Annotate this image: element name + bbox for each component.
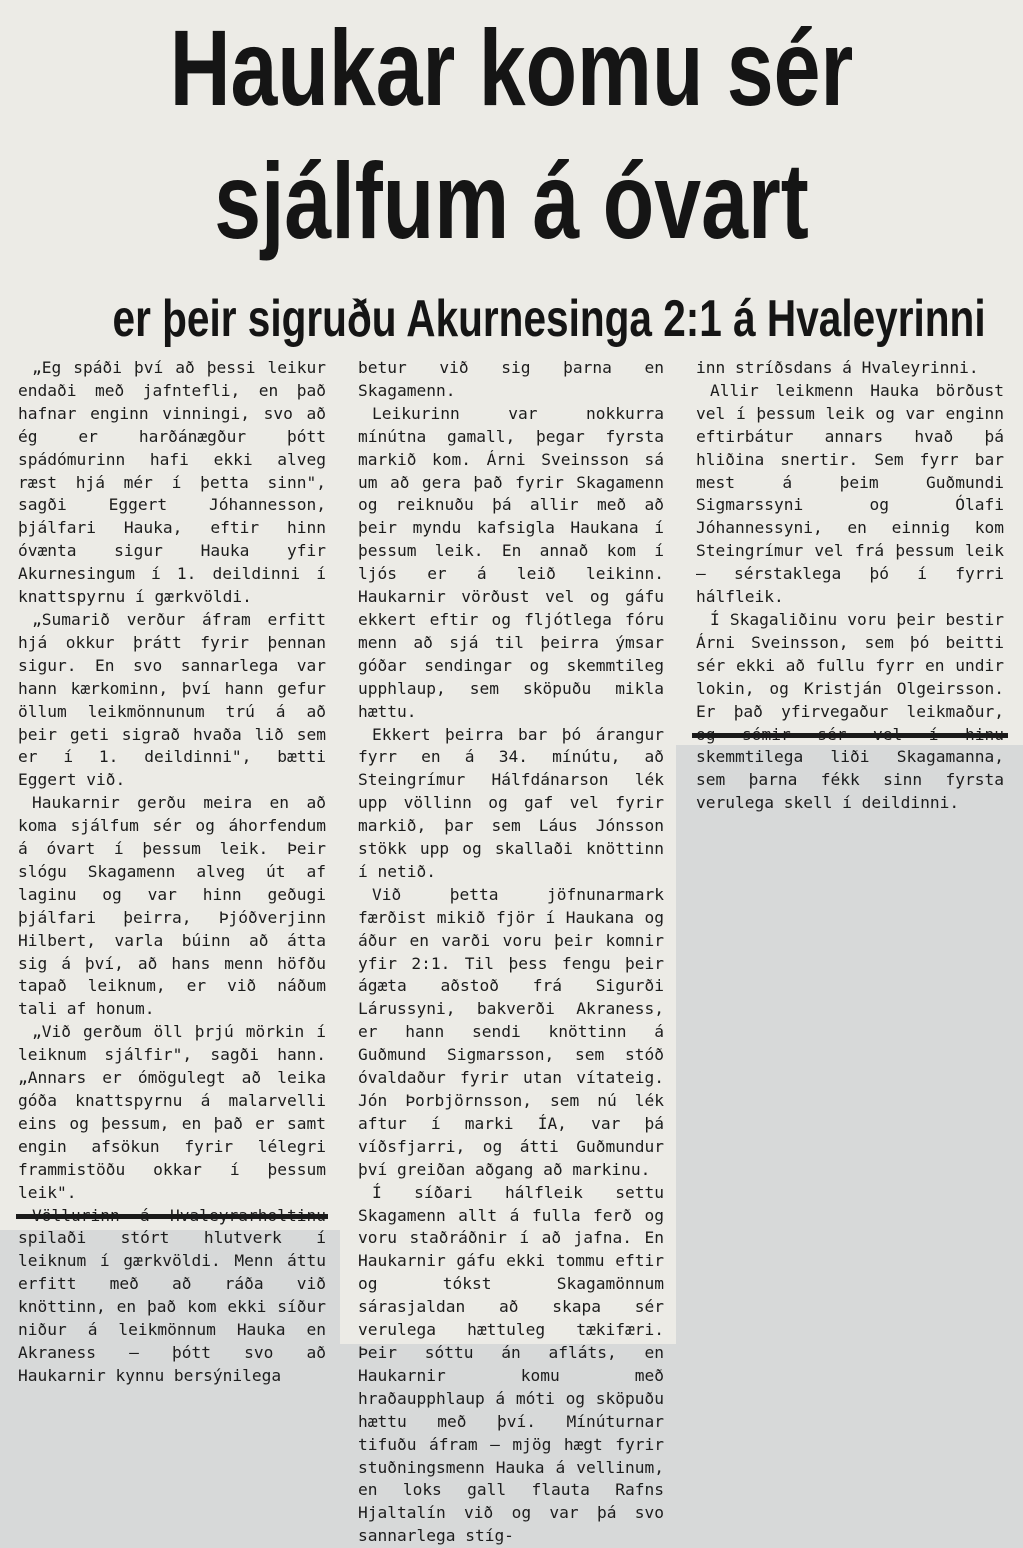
paragraph: Ekkert þeirra bar þó árangur fyrr en á 34. mínútu, að Steingrímur Hálfdánarson lék upp völlinn og gaf vel fyrir markið, þar sem Láus Jónsson stökk upp og skallaði knöttinn í netið. xyxy=(358,724,664,881)
article-column-2 xyxy=(358,357,664,1548)
subheadline: er þeir sigruðu Akurnesinga 2:1 á Hvaleyrinni xyxy=(112,290,986,348)
paragraph: betur við sig þarna en Skagamenn. xyxy=(358,358,664,400)
paragraph: Haukarnir gerðu meira en að koma sjálfum sér og áhorfendum á óvart í þessum leik. Þeir slógu Skagamenn alveg út af laginu og var hinn geðugi þjálfari þeirra, Þjóðverjinn Hilbert, varla búinn að átta sig á því, að hans menn höfðu tapað leiknum, er við náðum tali af honum. xyxy=(18,793,326,1019)
paragraph: Við þetta jöfnunarmark færðist mikið fjör í Haukana og áður en varði voru þeir komnir yfir 2:1. Til þess fengu þeir ágæta aðstoð frá Sigurði Lárussyni, bakverði Akraness, er hann sendi knöttinn á Guðmund Sigmarsson, sem stóð óvaldaður fyrir utan vítateig. Jón Þorbjörnsson, sem nú lék aftur í marki ÍA, var þá víðsfjarri, og átti Guðmundur því greiðan aðgang að markinu. xyxy=(358,884,664,1179)
paragraph: „Við gerðum öll þrjú mörkin í leiknum sjálfir", sagði hann. „Annars er ómögulegt að leika góða knattspyrnu á malarvelli eins og þessum, en það er samt engin afsökun fyrir lélegri frammistöðu okkar í þessum leik". xyxy=(18,1022,326,1202)
paragraph: inn stríðsdans á Hvaleyrinni. xyxy=(696,358,979,377)
headline-line-1: Haukar komu sér xyxy=(169,7,854,128)
end-rule-column-1 xyxy=(16,1214,328,1219)
paragraph: Allir leikmenn Hauka börðust vel í þessum leik og var enginn eftirbátur annars hvað þá hliðina snertir. Sem fyrr bar mest á þeim Guðmundi Sigmarssyni og Ólafi Jóhannessyni, en einnig kom Steingrímur vel frá þessum leik — sérstaklega þó í fyrri hálfleik. xyxy=(696,380,1004,607)
headline-line-2: sjálfum á óvart xyxy=(214,140,809,261)
paragraph: „Sumarið verður áfram erfitt hjá okkur þrátt fyrir þennan sigur. En svo sannarlega var hann kærkominn, því hann gefur öllum leikmönnunum trú á að þeir geti sigrað hvaða lið sem er í 1. deildinni", bætti Eggert við. xyxy=(18,609,326,790)
paragraph: Leikurinn var nokkurra mínútna gamall, þegar fyrsta markið kom. Árni Sveinsson sá um að gera það fyrir Skagamenn og reiknuðu þá allir með að þeir myndu kafsigla Haukana í þessum leik. En annað kom í ljós er á leið leikinn. Haukarnir vörðust vel og gáfu ekkert eftir og fljótlega fóru menn að sjá til þeirra ýmsar góðar sendingar og skemmtileg upphlaup, sem sköpuðu mikla hættu. xyxy=(358,403,664,721)
paragraph: Í Skagaliðinu voru þeir bestir Árni Sveinsson, sem þó beitti sér ekki að fullu fyrr en undir lokin, og Kristján Olgeirsson. Er það yfirvegaður leikmaður, skemmtilega liði Skagamanna, sem þarna fékk sinn fyrsta verulega skell í deildinni. xyxy=(696,609,1004,813)
background-gap-right xyxy=(676,745,1023,1344)
paragraph: „Eg spáði því að þessi leikur endaði með jafntefli, en það hafnar enginn vinningi, svo að ég er harðánægður þótt spádómurinn hafi ekki alveg ræst hjá mér í þetta sinn", sagði Eggert Jóhannesson, þjálfari Hauka, eftir hinn óvænta sigur Hauka yfir Akurnesingum í 1. deildinni í knattspyrnu í gærkvöldi. xyxy=(18,358,326,607)
article-column-3 xyxy=(696,357,1004,815)
paragraph: spilaði stórt hlutverk í leiknum í gærkvöldi. Menn áttu erfitt með að ráða við knöttinn, en það kom ekki síður niður á leikmönnum Hauka en Akraness — þótt svo að Haukarnir kynnu bersýnilega xyxy=(18,1228,326,1385)
end-rule-column-3 xyxy=(692,733,1008,738)
paragraph: Í síðari hálfleik settu Skagamenn allt á fulla ferð og voru staðráðnir í að jafna. En Haukarnir gáfu ekki tommu eftir og tókst Skagamönnum sárasjaldan að skapa sér verulega hættuleg tækifæri. Þeir sóttu án afláts, en Haukarnir komu með hraðaupphlaup á móti og sköpuðu hættu með því. Mínúturnar tifuðu áfram — mjög hægt fyrir stuðningsmenn Hauka á vellinum, en loks gall flauta Rafns Hjaltalín við og var þá svo sannarlega stíg- xyxy=(358,1182,664,1546)
article-column-1 xyxy=(18,357,326,1388)
